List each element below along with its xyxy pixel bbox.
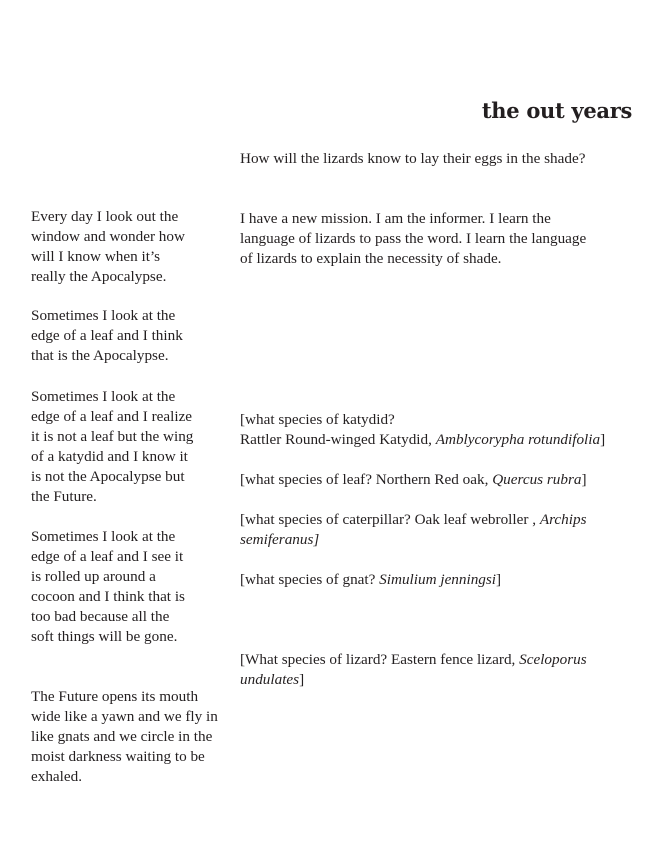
lizard-common-name: [What species of lizard? Eastern fence lizard, — [240, 651, 520, 668]
poem-line: too bad because all the — [31, 608, 170, 625]
poem-line: The Future opens its mouth — [31, 688, 199, 705]
leaf-line — [240, 470, 635, 490]
stanza-1 — [31, 207, 221, 287]
lizard-scientific-name-2: undulates — [240, 671, 300, 688]
caterpillar-scientific-name-1: Archips — [539, 511, 587, 528]
lizard-line-2 — [240, 670, 635, 690]
poem-line: will I know when it’s — [31, 248, 161, 265]
poem-line: wide like a yawn and we fly in — [31, 708, 218, 725]
poem-line: Every day I look out the — [31, 208, 179, 225]
poem-line: the Future. — [31, 488, 97, 505]
katydid-common-name: Rattler Round-winged Katydid, — [240, 431, 436, 448]
poem-line: edge of a leaf and I see it — [31, 548, 184, 565]
leaf-bracket: ] — [581, 471, 587, 488]
caterpillar-line-2 — [240, 530, 635, 550]
leaf-scientific-name: Quercus rubra — [492, 471, 582, 488]
leaf-note — [240, 470, 635, 490]
stanza-2 — [31, 306, 221, 366]
poem-line: of a katydid and I know it — [31, 448, 188, 465]
poem-line: edge of a leaf and I realize — [31, 408, 193, 425]
lizard-question — [240, 149, 635, 169]
poem-line: is rolled up around a — [31, 568, 156, 585]
lizard-bracket: ] — [299, 671, 305, 688]
mission-line: of lizards to explain the necessity of shade. — [240, 250, 502, 267]
leaf-common-name: [what species of leaf? Northern Red oak, — [240, 471, 493, 488]
question-line: How will the lizards know to lay their eggs in the shade? — [240, 150, 586, 167]
mission-line: I have a new mission. I am the informer. I learn the — [240, 210, 551, 227]
poem-line: it is not a leaf but the wing — [31, 428, 194, 445]
poem-line: really the Apocalypse. — [31, 268, 167, 285]
caterpillar-common-name: [what species of caterpillar? Oak leaf webroller , — [240, 511, 540, 528]
katydid-answer — [240, 430, 635, 450]
poem-line: like gnats and we circle in the — [31, 728, 213, 745]
gnat-note — [240, 570, 635, 590]
caterpillar-note — [240, 510, 635, 550]
poem-line: moist darkness waiting to be — [31, 748, 205, 765]
gnat-line — [240, 570, 635, 590]
poem-line: window and wonder how — [31, 228, 185, 245]
caterpillar-scientific-name-2: semiferanus] — [240, 531, 320, 548]
caterpillar-line — [240, 510, 635, 530]
gnat-bracket: ] — [496, 571, 502, 588]
poem-line: that is the Apocalypse. — [31, 347, 169, 364]
gnat-scientific-name: Simulium jenningsi — [379, 571, 497, 588]
poem-line: cocoon and I think that is — [31, 588, 185, 605]
katydid-question: [what species of katydid? — [240, 411, 395, 428]
page-title: the out years — [481, 98, 632, 123]
poem-line: is not the Apocalypse but — [31, 468, 185, 485]
poem-line: exhaled. — [31, 768, 83, 785]
mission-line: language of lizards to pass the word. I learn the language — [240, 230, 587, 247]
katydid-scientific-name: Amblycorypha rotundifolia — [435, 431, 601, 448]
poem-line: Sometimes I look at the — [31, 528, 176, 545]
gnat-question: [what species of gnat? — [240, 571, 380, 588]
mission-paragraph — [240, 209, 635, 269]
poem-line: Sometimes I look at the — [31, 388, 176, 405]
katydid-bracket: ] — [600, 431, 606, 448]
katydid-note — [240, 410, 635, 450]
lizard-scientific-name-1: Sceloporus — [519, 651, 587, 668]
lizard-note — [240, 650, 635, 690]
stanza-4 — [31, 527, 221, 647]
poem-line: Sometimes I look at the — [31, 307, 176, 324]
poem-line: edge of a leaf and I think — [31, 327, 183, 344]
lizard-line — [240, 650, 635, 670]
stanza-5 — [31, 687, 221, 787]
poem-line: soft things will be gone. — [31, 628, 178, 645]
stanza-3 — [31, 387, 221, 507]
